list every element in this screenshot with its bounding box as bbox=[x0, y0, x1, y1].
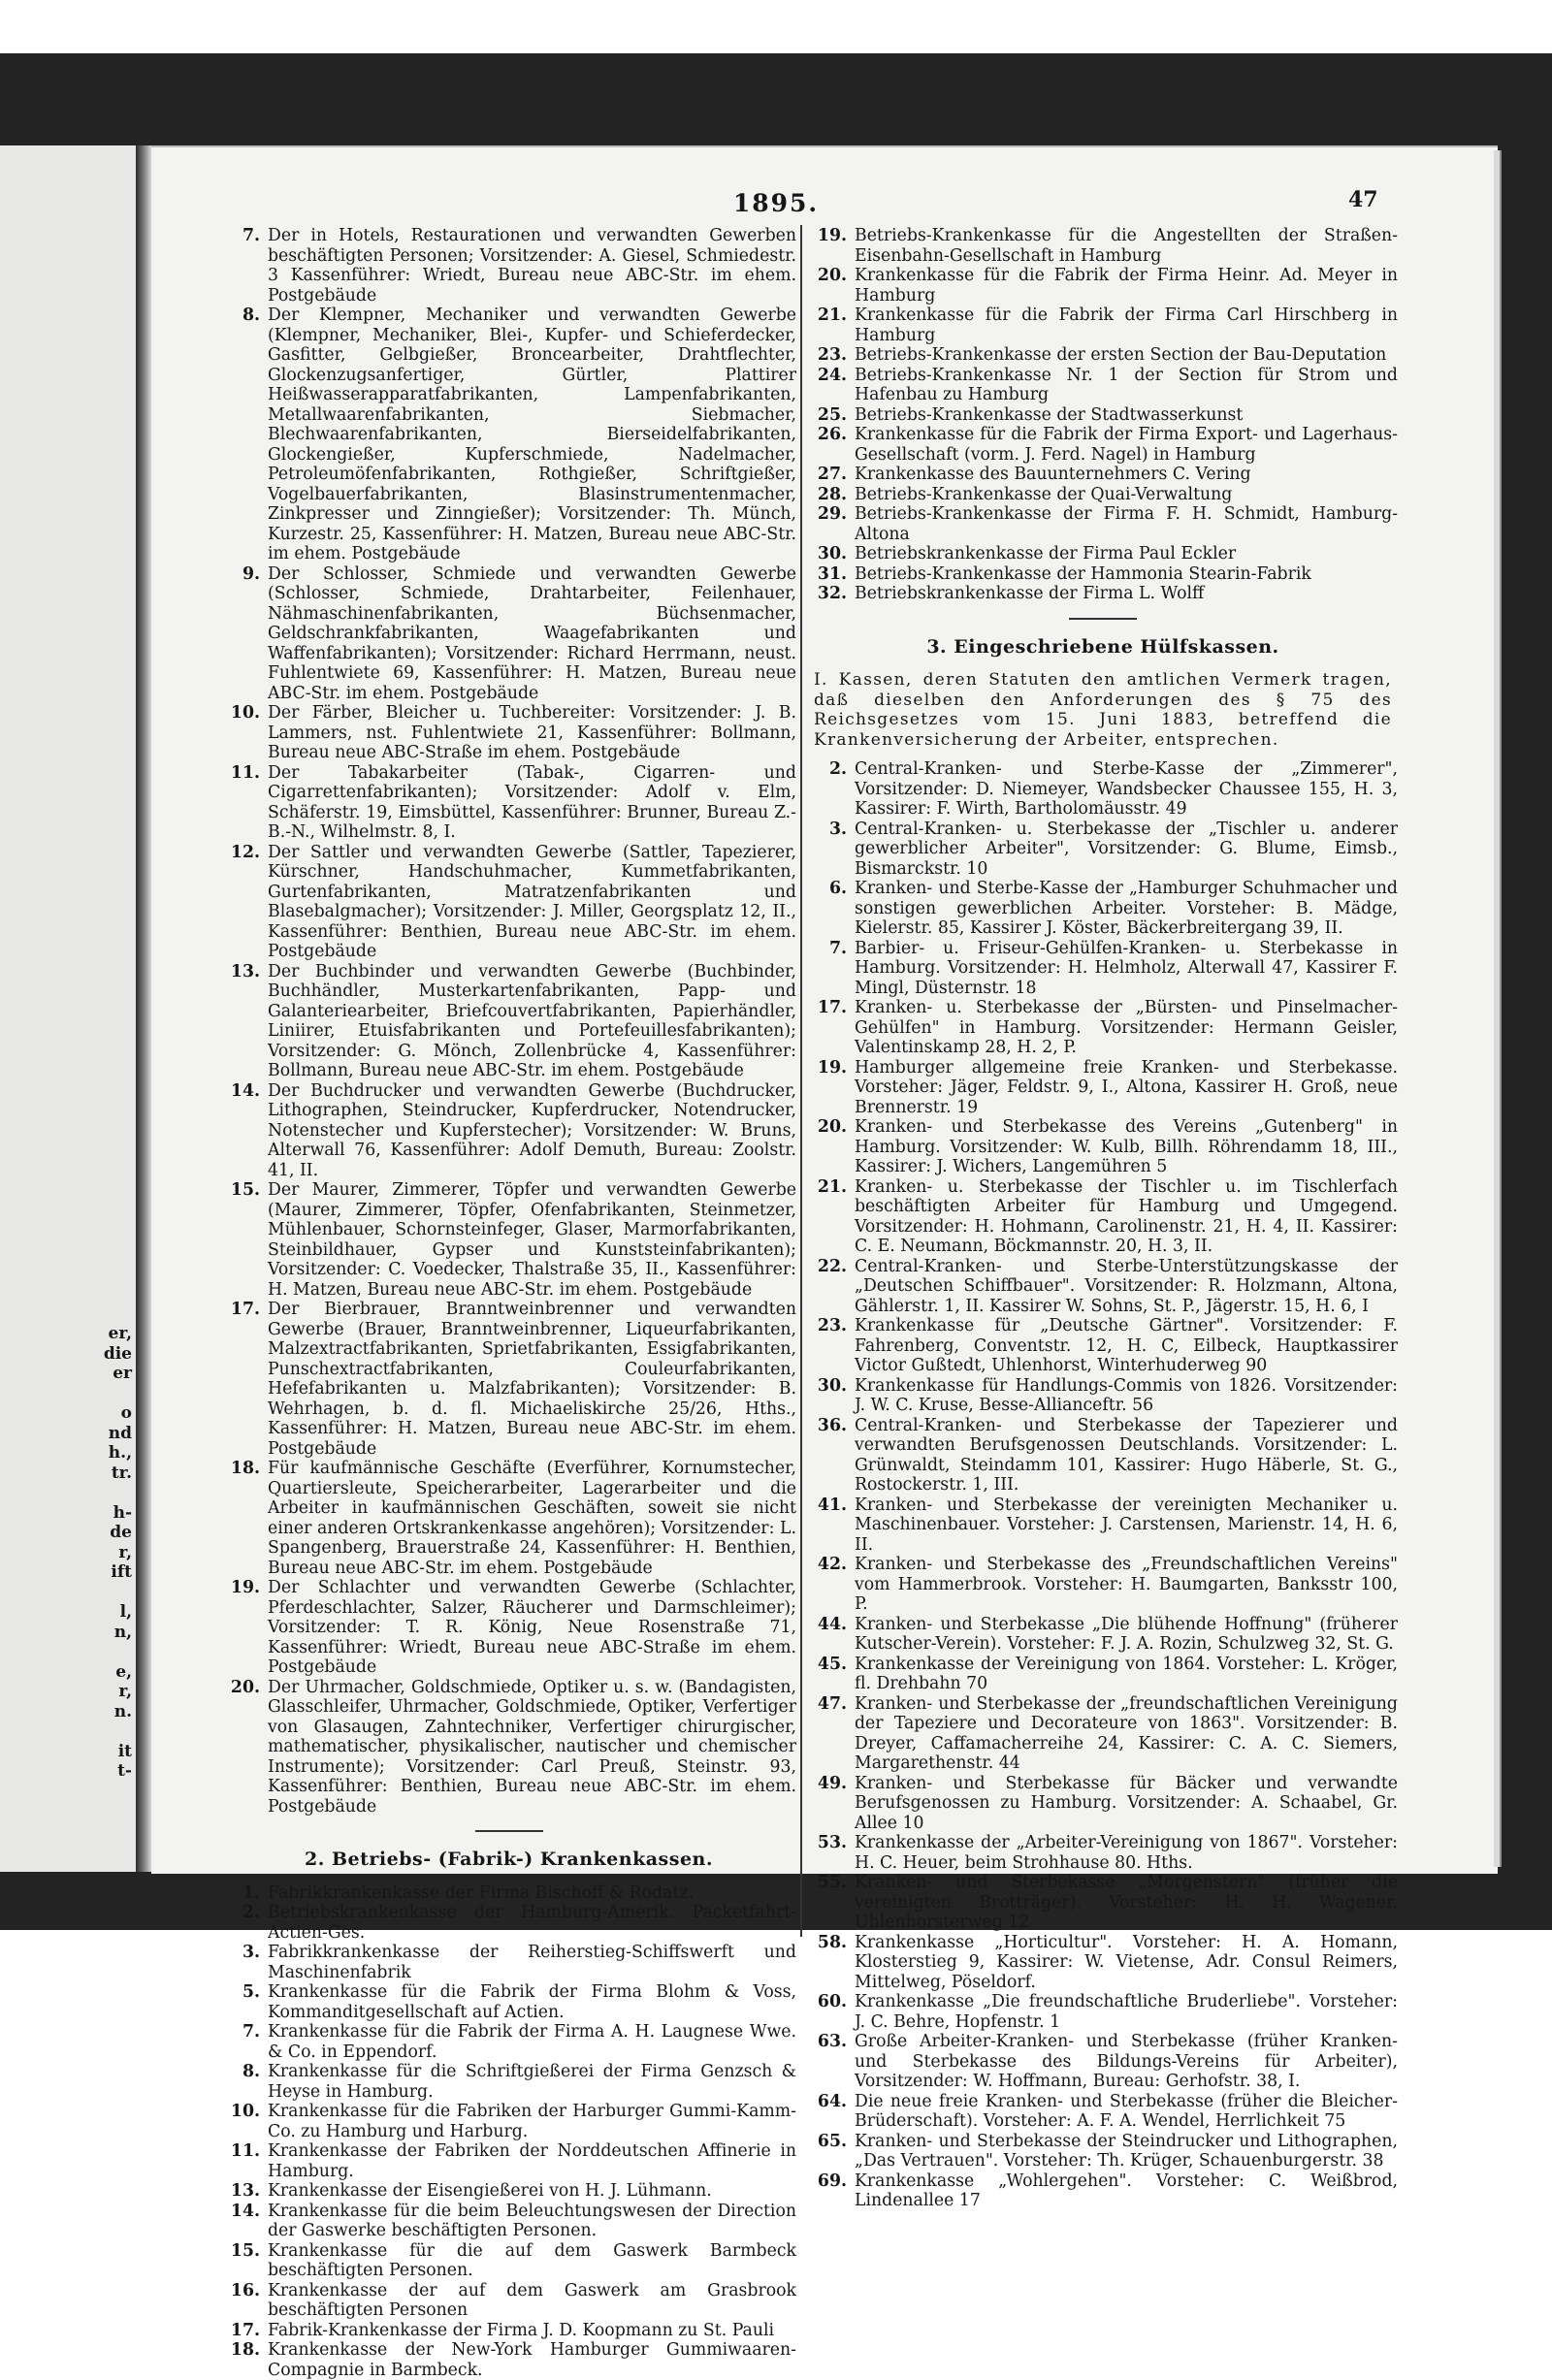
adjacent-page-fragment: l, bbox=[93, 1602, 132, 1623]
entry-text: Betriebs-Krankenkasse der Hammonia Stearin-Fabrik bbox=[855, 564, 1398, 585]
list-entry bbox=[221, 306, 796, 564]
entry-text: Der Tabakarbeiter (Tabak-, Cigarren- und Cigarrettenfabrikanten); Vorsitzender: Adolf v. Elm, Schäferstr. 19, Eimsbüttel, Kassenführer: Brunner, Bureau Z.-B.-N., Wilhelmstr. 8, I. bbox=[268, 763, 796, 843]
entry-number: 10. bbox=[221, 703, 268, 724]
entry-number: 41. bbox=[808, 1496, 855, 1516]
list-entry bbox=[808, 1376, 1398, 1416]
entry-text: Central-Kranken- und Sterbe-Unterstützungskasse der „Deutschen Schiffbauer". Vorsitzender: R. Holzmann, Altona, Gählerstr. 1, II. Kassirer W. Sohns, St. P., Jägerstr. 15, H. 6, I bbox=[855, 1257, 1398, 1317]
entry-text: Krankenkasse für die Fabrik der Firma Heinr. Ad. Meyer in Hamburg bbox=[855, 266, 1398, 306]
adjacent-page-edge bbox=[0, 145, 138, 1872]
entry-text: Der Uhrmacher, Goldschmiede, Optiker u. s. w. (Bandagisten, Glasschleifer, Uhrmacher, Goldschmiede, Optiker, Verfertiger von Glasaugen, Zahntechniker, Verfertiger chirurgischer, mathematischer, physikalischer, nautischer und chemischer Instrumente); Vorsitzender: Carl Preuß, Steinstr. 93, Kassenführer: Benthien, Bureau neue ABC-Str. im ehem. Postgebäude bbox=[268, 1678, 796, 1817]
section-3-title: 3. Eingeschriebene Hülfskassen. bbox=[808, 637, 1398, 658]
entry-number: 11. bbox=[221, 763, 268, 784]
entry-number: 20. bbox=[808, 266, 855, 286]
list-entry bbox=[221, 1578, 796, 1678]
list-entry bbox=[221, 962, 796, 1081]
list-entry bbox=[808, 1774, 1398, 1834]
list-entry bbox=[808, 1177, 1398, 1257]
list-entry bbox=[808, 226, 1398, 266]
entry-text: Betriebs-Krankenkasse für die Angestellten der Straßen-Eisenbahn-Gesellschaft in Hamburg bbox=[855, 226, 1398, 266]
entry-number: 20. bbox=[221, 1678, 268, 1698]
list-entry bbox=[221, 2141, 796, 2181]
entry-number: 26. bbox=[808, 425, 855, 445]
entry-number: 14. bbox=[221, 1081, 268, 1102]
list-entry bbox=[808, 345, 1398, 366]
entry-text: Der Maurer, Zimmerer, Töpfer und verwandten Gewerbe (Maurer, Zimmerer, Töpfer, Ofenfabrikanten, Steinmetzer, Mühlenbauer, Schornsteinfeger, Glaser, Marmorfabrikanten, Steinbildhauer, Gypser und Kunststeinfabrikanten); Vorsitzender: C. Voedecker, Thalstraße 35, II., Kassenführer: H. Matzen, Bureau neue ABC-Str. im ehem. Postgebäude bbox=[268, 1180, 796, 1300]
list-entry bbox=[221, 1300, 796, 1459]
left-column bbox=[221, 226, 796, 2380]
adjacent-page-fragment: r, bbox=[93, 1682, 132, 1702]
entry-number: 2. bbox=[808, 759, 855, 780]
entry-number: 17. bbox=[221, 2321, 268, 2341]
section-rule bbox=[475, 1830, 543, 1832]
list-entry bbox=[221, 2202, 796, 2241]
entry-text: Kranken- und Sterbekasse „Morgenstern" (früher die vereinigten Brotträger). Vorsteher: H. H. Wagener, Uhlenhorsterweg 12 bbox=[855, 1873, 1398, 1933]
section-rule bbox=[1069, 618, 1137, 620]
list-entry bbox=[808, 1873, 1398, 1933]
entry-number: 19. bbox=[808, 226, 855, 246]
entry-text: Fabrik-Krankenkasse der Firma J. D. Koopmann zu St. Pauli bbox=[268, 2321, 796, 2341]
list-entry bbox=[221, 1678, 796, 1817]
adjacent-page-fragment: it bbox=[93, 1742, 132, 1762]
entry-text: Krankenkasse der Fabriken der Norddeutschen Affinerie in Hamburg. bbox=[268, 2141, 796, 2181]
entry-number: 19. bbox=[808, 1058, 855, 1078]
entry-text: Krankenkasse für die Fabrik der Firma Export- und Lagerhaus-Gesellschaft (vorm. J. Ferd. Nagel) in Hamburg bbox=[855, 425, 1398, 465]
list-entry bbox=[808, 1833, 1398, 1873]
entry-number: 3. bbox=[808, 820, 855, 840]
list-entry bbox=[221, 2181, 796, 2202]
entry-number: 2. bbox=[221, 1903, 268, 1923]
entry-text: Central-Kranken- und Sterbe-Kasse der „Zimmerer", Vorsitzender: D. Niemeyer, Wandsbecker Chaussee 155, H. 3, Kassirer: F. Wirth, Bartholomäusstr. 49 bbox=[855, 759, 1398, 820]
section-3-intro: I. Kassen, deren Statuten den amtlichen Vermerk tragen, daß dieselben den Anforderungen des § 75 des Reichsgesetzes vom 15. Juni 1883, betreffend die Krankenversicherung der Arbeiter, entsprechen. bbox=[814, 670, 1392, 750]
adjacent-page-fragments bbox=[93, 1324, 132, 1782]
list-entry bbox=[808, 584, 1398, 604]
adjacent-page-fragment: er bbox=[93, 1364, 132, 1384]
entry-text: Krankenkasse für die Fabrik der Firma Blohm & Voss, Kommanditgesellschaft auf Actien. bbox=[268, 1982, 796, 2022]
list-entry bbox=[808, 2132, 1398, 2171]
entry-text: Betriebskrankenkasse der Firma L. Wolff bbox=[855, 584, 1398, 604]
entry-text: Betriebs-Krankenkasse Nr. 1 der Section für Strom und Hafenbau zu Hamburg bbox=[855, 366, 1398, 405]
adjacent-page-fragment bbox=[93, 1721, 132, 1742]
entry-number: 14. bbox=[221, 2202, 268, 2222]
adjacent-page-fragment: tr. bbox=[93, 1463, 132, 1484]
book-gutter bbox=[136, 145, 151, 1872]
entry-number: 69. bbox=[808, 2171, 855, 2192]
entry-text: Krankenkasse der New-York Hamburger Gummiwaaren-Compagnie in Barmbeck. bbox=[268, 2340, 796, 2380]
entry-number: 63. bbox=[808, 2032, 855, 2052]
entry-text: Betriebs-Krankenkasse der Quai-Verwaltung bbox=[855, 485, 1398, 505]
entry-number: 18. bbox=[221, 1459, 268, 1479]
entry-number: 55. bbox=[808, 1873, 855, 1893]
entry-number: 47. bbox=[808, 1694, 855, 1715]
entry-text: Der Schlosser, Schmiede und verwandten Gewerbe (Schlosser, Schmiede, Drahtarbeiter, Feilenhauer, Nähmaschinenfabrikanten, Büchsenmacher, Geldschrankfabrikanten, Waagefabrikanten und Waffenfabrikanten); Vorsitzender: Richard Herrmann, neust. Fuhlentwiete 69, Kassenführer: H. Matzen, Bureau neue ABC-Str. im ehem. Postgebäude bbox=[268, 564, 796, 704]
entry-text: Für kaufmännische Geschäfte (Everführer, Kornumstecher, Quartiersleute, Speicherarbeiter, Lagerarbeiter und die Arbeiter in kaufmännischen Geschäften, soweit sie nicht einer anderen Ortskrankenkasse angehören); Vorsitzender: L. Spangenberg, Brauerstraße 24, Kassenführer: H. Benthien, Bureau neue ABC-Str. im ehem. Postgebäude bbox=[268, 1459, 796, 1578]
list-entry bbox=[221, 1081, 796, 1181]
entry-text: Der in Hotels, Restaurationen und verwandten Gewerben beschäftigten Personen; Vorsitzender: A. Giesel, Schmiedestr. 3 Kassenführer: Wriedt, Bureau neue ABC-Str. im ehem. Postgebäude bbox=[268, 226, 796, 306]
entry-text: Der Bierbrauer, Branntweinbrenner und verwandten Gewerbe (Brauer, Branntweinbrenner, Liqueurfabrikanten, Malzextractfabrikanten, Sprietfabrikanten, Essigfabrikanten, Punschextractfabrikanten, Couleurfabrikanten, Hefefabrikanten u. Malzfabrikanten); Vorsitzender: B. Wehrhagen, b. d. fl. Michaeliskirche 25/26, Hths., Kassenführer: H. Matzen, Bureau neue ABC-Str. im ehem. Postgebäude bbox=[268, 1300, 796, 1459]
entry-text: Krankenkasse „Wohlergehen". Vorsteher: C. Weißbrod, Lindenallee 17 bbox=[855, 2171, 1398, 2211]
list-entry bbox=[808, 1416, 1398, 1496]
entry-text: Der Sattler und verwandten Gewerbe (Sattler, Tapezierer, Kürschner, Handschuhmacher, Kummetfabrikanten, Gurtenfabrikanten, Matratzenfabrikanten und Blasebalgmacher); Vorsitzender: J. Miller, Georgsplatz 12, II., Kassenführer: Benthien, Bureau neue ABC-Str. im ehem. Postgebäude bbox=[268, 843, 796, 962]
list-entry bbox=[221, 2340, 796, 2380]
entry-number: 13. bbox=[221, 962, 268, 982]
list-entry bbox=[808, 485, 1398, 505]
entry-text: Betriebs-Krankenkasse der Stadtwasserkunst bbox=[855, 405, 1398, 426]
entry-text: Betriebskrankenkasse der Firma Paul Eckler bbox=[855, 544, 1398, 564]
entry-text: Betriebskrankenkasse der Hamburg-Amerik. Packetfahrt-Actien-Ges. bbox=[268, 1903, 796, 1943]
entry-number: 18. bbox=[221, 2340, 268, 2361]
list-entry bbox=[808, 1694, 1398, 1774]
list-entry bbox=[808, 425, 1398, 465]
entry-number: 27. bbox=[808, 465, 855, 485]
entry-text: Kranken- und Sterbekasse der vereinigten Mechaniker u. Maschinenbauer. Vorsteher: J. Carstensen, Marienstr. 14, H. 6, II. bbox=[855, 1496, 1398, 1556]
list-entry bbox=[221, 843, 796, 962]
list-entry bbox=[221, 1982, 796, 2022]
adjacent-page-fragment: t- bbox=[93, 1761, 132, 1782]
entry-number: 15. bbox=[221, 2241, 268, 2262]
entry-number: 42. bbox=[808, 1555, 855, 1575]
entry-number: 28. bbox=[808, 485, 855, 505]
entry-text: Central-Kranken- und Sterbekasse der Tapezierer und verwandten Berufsgenossen Deutschlands. Vorsitzender: L. Grünwaldt, Steindamm 101, Kassirer: Hugo Häberle, St. G., Rostockerstr. 1, III. bbox=[855, 1416, 1398, 1496]
entry-number: 1. bbox=[221, 1883, 268, 1904]
list-entry bbox=[221, 1883, 796, 1904]
list-entry bbox=[221, 1943, 796, 1982]
list-entry bbox=[808, 1992, 1398, 2032]
list-entry bbox=[808, 405, 1398, 426]
list-entry bbox=[808, 1316, 1398, 1376]
entry-number: 21. bbox=[808, 306, 855, 326]
list-entry bbox=[221, 226, 796, 306]
entry-text: Kranken- und Sterbekasse des „Freundschaftlichen Vereins" vom Hammerbrook. Vorsteher: H. Baumgarten, Banksstr 100, P. bbox=[855, 1555, 1398, 1615]
entry-text: Krankenkasse der „Arbeiter-Vereinigung von 1867". Vorsteher: H. C. Heuer, beim Strohhause 80. Hths. bbox=[855, 1833, 1398, 1873]
entry-number: 64. bbox=[808, 2092, 855, 2112]
list-entry bbox=[808, 1058, 1398, 1118]
list-entry bbox=[221, 1903, 796, 1943]
list-entry bbox=[221, 564, 796, 704]
betriebskrankenkassen-list-cont bbox=[808, 226, 1398, 604]
adjacent-page-fragment bbox=[93, 1483, 132, 1503]
entry-text: Die neue freie Kranken- und Sterbekasse (früher die Bleicher-Brüderschaft). Vorsteher: A. F. A. Wendel, Herrlichkeit 75 bbox=[855, 2092, 1398, 2132]
entry-number: 20. bbox=[808, 1117, 855, 1138]
entry-number: 32. bbox=[808, 584, 855, 604]
list-entry bbox=[808, 1496, 1398, 1556]
entry-number: 36. bbox=[808, 1416, 855, 1436]
list-entry bbox=[808, 1933, 1398, 1993]
adjacent-page-fragment: r, bbox=[93, 1543, 132, 1563]
list-entry bbox=[221, 763, 796, 843]
entry-number: 7. bbox=[221, 226, 268, 246]
entry-number: 13. bbox=[221, 2181, 268, 2202]
list-entry bbox=[221, 1180, 796, 1300]
entry-number: 53. bbox=[808, 1833, 855, 1853]
entry-text: Fabrikkrankenkasse der Firma Bischoff & Rodatz. bbox=[268, 1883, 796, 1904]
list-entry bbox=[221, 2321, 796, 2341]
entry-number: 23. bbox=[808, 345, 855, 366]
entry-number: 3. bbox=[221, 1943, 268, 1963]
list-entry bbox=[808, 2171, 1398, 2211]
entry-number: 8. bbox=[221, 2062, 268, 2082]
list-entry bbox=[808, 820, 1398, 880]
entry-number: 7. bbox=[808, 939, 855, 959]
adjacent-page-fragment bbox=[93, 1642, 132, 1662]
entry-text: Krankenkasse für die Fabrik der Firma A. H. Laugnese Wwe. & Co. in Eppendorf. bbox=[268, 2022, 796, 2062]
entry-text: Krankenkasse „Die freundschaftliche Bruderliebe". Vorsteher: J. C. Behre, Hopfenstr. 1 bbox=[855, 1992, 1398, 2032]
list-entry bbox=[808, 1257, 1398, 1317]
entry-text: Krankenkasse für „Deutsche Gärtner". Vorsitzender: F. Fahrenberg, Conventstr. 12, H. C, Eilbeck, Hauptkassirer Victor Gußtedt, Uhlenhorst, Winterhuderweg 90 bbox=[855, 1316, 1398, 1376]
entry-text: Betriebs-Krankenkasse der Firma F. H. Schmidt, Hamburg-Altona bbox=[855, 504, 1398, 544]
entry-text: Kranken- und Sterbekasse „Die blühende Hoffnung" (früherer Kutscher-Verein). Vorsteher: F. J. A. Rozin, Schulzweg 32, St. G. bbox=[855, 1615, 1398, 1655]
ortskrankenkassen-list bbox=[221, 226, 796, 1817]
adjacent-page-fragment: o bbox=[93, 1403, 132, 1424]
list-entry bbox=[808, 306, 1398, 345]
entry-text: Krankenkasse für die beim Beleuchtungswesen der Direction der Gaswerke beschäftigten Personen. bbox=[268, 2202, 796, 2241]
list-entry bbox=[808, 759, 1398, 820]
entry-text: Betriebs-Krankenkasse der ersten Section der Bau-Deputation bbox=[855, 345, 1398, 366]
entry-number: 58. bbox=[808, 1933, 855, 1953]
entry-number: 31. bbox=[808, 564, 855, 585]
list-entry bbox=[808, 504, 1398, 544]
entry-number: 30. bbox=[808, 1376, 855, 1397]
entry-number: 23. bbox=[808, 1316, 855, 1336]
entry-number: 25. bbox=[808, 405, 855, 426]
entry-number: 17. bbox=[808, 998, 855, 1018]
entry-number: 24. bbox=[808, 366, 855, 386]
entry-text: Krankenkasse der auf dem Gaswerk am Grasbrook beschäftigten Personen bbox=[268, 2281, 796, 2321]
entry-text: Der Färber, Bleicher u. Tuchbereiter: Vorsitzender: J. B. Lammers, nst. Fuhlentwiete 21, Kassenführer: Bollmann, Bureau neue ABC-Straße im ehem. Postgebäude bbox=[268, 703, 796, 763]
adjacent-page-fragment bbox=[93, 1384, 132, 1404]
column-divider bbox=[800, 225, 802, 1937]
list-entry bbox=[808, 544, 1398, 564]
entry-text: Krankenkasse des Bauunternehmers C. Vering bbox=[855, 465, 1398, 485]
entry-text: Krankenkasse für die Schriftgießerei der Firma Genzsch & Heyse in Hamburg. bbox=[268, 2062, 796, 2102]
entry-text: Kranken- u. Sterbekasse der Tischler u. im Tischlerfach beschäftigten Arbeiter für Hamburg und Umgegend. Vorsitzender: H. Hohmann, Carolinenstr. 21, H. 4, II. Kassirer: C. E. Neumann, Böckmannstr. 20, H. 3, II. bbox=[855, 1177, 1398, 1257]
list-entry bbox=[808, 564, 1398, 585]
list-entry bbox=[808, 2092, 1398, 2132]
entry-number: 22. bbox=[808, 1257, 855, 1277]
entry-number: 7. bbox=[221, 2022, 268, 2042]
adjacent-page-fragment: nd bbox=[93, 1424, 132, 1444]
hilfskassen-list bbox=[808, 759, 1398, 2211]
page-edge bbox=[1494, 150, 1502, 1867]
entry-number: 6. bbox=[808, 879, 855, 899]
entry-text: Krankenkasse für die Fabrik der Firma Carl Hirschberg in Hamburg bbox=[855, 306, 1398, 345]
entry-number: 30. bbox=[808, 544, 855, 564]
entry-number: 49. bbox=[808, 1774, 855, 1794]
entry-text: Krankenkasse der Vereinigung von 1864. Vorsteher: L. Kröger, fl. Drehbahn 70 bbox=[855, 1655, 1398, 1694]
entry-number: 16. bbox=[221, 2281, 268, 2301]
list-entry bbox=[808, 1655, 1398, 1694]
list-entry bbox=[221, 2281, 796, 2321]
entry-text: Kranken- u. Sterbekasse der „Bürsten- und Pinselmacher-Gehülfen" in Hamburg. Vorsitzender: Hermann Geisler, Valentinskamp 28, H. 2, P. bbox=[855, 998, 1398, 1058]
list-entry bbox=[808, 939, 1398, 999]
list-entry bbox=[221, 1459, 796, 1578]
entry-number: 5. bbox=[221, 1982, 268, 2003]
entry-text: Barbier- u. Friseur-Gehülfen-Kranken- u. Sterbekasse in Hamburg. Vorsitzender: H. Helmholz, Alterwall 47, Kassirer F. Mingl, Düsternstr. 18 bbox=[855, 939, 1398, 999]
entry-text: Krankenkasse der Eisengießerei von H. J. Lühmann. bbox=[268, 2181, 796, 2202]
entry-number: 45. bbox=[808, 1655, 855, 1675]
adjacent-page-fragment: h- bbox=[93, 1503, 132, 1524]
entry-text: Große Arbeiter-Kranken- und Sterbekasse (früher Kranken- und Sterbekasse des Bildungs-Vereins für Arbeiter), Vorsitzender: W. Hoffmann, Bureau: Gerhofstr. 38, I. bbox=[855, 2032, 1398, 2092]
betriebskrankenkassen-list bbox=[221, 1883, 796, 2380]
adjacent-page-fragment: de bbox=[93, 1523, 132, 1543]
list-entry bbox=[221, 2102, 796, 2141]
entry-number: 29. bbox=[808, 504, 855, 525]
adjacent-page-fragment: die bbox=[93, 1344, 132, 1365]
list-entry bbox=[808, 998, 1398, 1058]
entry-number: 17. bbox=[221, 1300, 268, 1320]
entry-text: Central-Kranken- u. Sterbekasse der „Tischler u. anderer gewerblicher Arbeiter", Vorsitzender: G. Blume, Eimsb., Bismarckstr. 10 bbox=[855, 820, 1398, 880]
entry-number: 11. bbox=[221, 2141, 268, 2162]
list-entry bbox=[808, 366, 1398, 405]
list-entry bbox=[221, 2062, 796, 2102]
entry-text: Der Klempner, Mechaniker und verwandten Gewerbe (Klempner, Mechaniker, Blei-, Kupfer- und Schieferdecker, Gasfitter, Gelbgießer, Broncearbeiter, Drahtflechter, Glockenzugsanfertiger, Gürtler, Plattirer Heißwasserapparatfabrikanten, Lampenfabrikanten, Metallwaarenfabrikanten, Siebmacher, Blechwaarenfabrikanten, Bierseidelfabrikanten, Glockengießer, Kupferschmiede, Nadelmacher, Petroleumöfenfabrikanten, Rothgießer, Schriftgießer, Vogelbauerfabrikanten, Blasinstrumentenmacher, Zinkpresser und Zinngießer); Vorsitzender: Th. Münch, Kurzestr. 25, Kassenführer: H. Matzen, Bureau neue ABC-Str. im ehem. Postgebäude bbox=[268, 306, 796, 564]
list-entry bbox=[808, 2032, 1398, 2092]
entry-text: Der Schlachter und verwandten Gewerbe (Schlachter, Pferdeschlachter, Salzer, Räucherer und Darmschleimer); Vorsitzender: T. R. König, Neue Rosenstraße 71, Kassenführer: Wriedt, Bureau neue ABC-Straße im ehem. Postgebäude bbox=[268, 1578, 796, 1678]
entry-number: 21. bbox=[808, 1177, 855, 1198]
adjacent-page-fragment: er, bbox=[93, 1324, 132, 1344]
entry-number: 19. bbox=[221, 1578, 268, 1598]
entry-number: 10. bbox=[221, 2102, 268, 2122]
section-2-title: 2. Betriebs- (Fabrik-) Krankenkassen. bbox=[221, 1849, 796, 1870]
entry-text: Krankenkasse für die auf dem Gaswerk Barmbeck beschäftigten Personen. bbox=[268, 2241, 796, 2281]
entry-number: 12. bbox=[221, 843, 268, 863]
adjacent-page-fragment: n, bbox=[93, 1623, 132, 1643]
adjacent-page-fragment: n. bbox=[93, 1702, 132, 1722]
entry-number: 9. bbox=[221, 564, 268, 585]
entry-text: Krankenkasse für die Fabriken der Harburger Gummi-Kamm-Co. zu Hamburg und Harburg. bbox=[268, 2102, 796, 2141]
adjacent-page-fragment bbox=[93, 1583, 132, 1603]
list-entry bbox=[808, 1615, 1398, 1655]
list-entry bbox=[808, 465, 1398, 485]
entry-text: Fabrikkrankenkasse der Reiherstieg-Schiffswerft und Maschinenfabrik bbox=[268, 1943, 796, 1982]
entry-text: Kranken- und Sterbe-Kasse der „Hamburger Schuhmacher und sonstigen gewerblichen Arbeiter. Vorsteher: B. Mädge, Kielerstr. 85, Kassirer J. Köster, Bäckerbreitergang 39, II. bbox=[855, 879, 1398, 939]
entry-number: 15. bbox=[221, 1180, 268, 1201]
list-entry bbox=[808, 1555, 1398, 1615]
entry-text: Kranken- und Sterbekasse für Bäcker und verwandte Berufsgenossen zu Hamburg. Vorsitzender: A. Schaabel, Gr. Allee 10 bbox=[855, 1774, 1398, 1834]
entry-number: 65. bbox=[808, 2132, 855, 2152]
entry-number: 8. bbox=[221, 306, 268, 326]
entry-text: Kranken- und Sterbekasse des Vereins „Gutenberg" in Hamburg. Vorsitzender: W. Kulb, Billh. Röhrendamm 18, III., Kassirer: J. Wichers, Langemühren 5 bbox=[855, 1117, 1398, 1177]
list-entry bbox=[808, 879, 1398, 939]
entry-text: Kranken- und Sterbekasse der Steindrucker und Lithographen, „Das Vertrauen". Vorsteher: Th. Krüger, Schauenburgerstr. 38 bbox=[855, 2132, 1398, 2171]
page-number: 47 bbox=[1348, 187, 1378, 212]
entry-number: 44. bbox=[808, 1615, 855, 1635]
adjacent-page-fragment: ift bbox=[93, 1562, 132, 1583]
list-entry bbox=[808, 1117, 1398, 1177]
running-head-year: 1895. bbox=[0, 189, 1552, 218]
right-column bbox=[808, 226, 1398, 2211]
list-entry bbox=[221, 2241, 796, 2281]
entry-text: Der Buchdrucker und verwandten Gewerbe (Buchdrucker, Lithographen, Steindrucker, Kupferdrucker, Notendrucker, Notenstecher und Kupferstecher); Vorsitzender: W. Bruns, Alterwall 76, Kassenführer: Adolf Demuth, Bureau: Zoolstr. 41, II. bbox=[268, 1081, 796, 1181]
entry-text: Krankenkasse für Handlungs-Commis von 1826. Vorsitzender: J. W. C. Kruse, Besse-Allianceftr. 56 bbox=[855, 1376, 1398, 1416]
entry-number: 60. bbox=[808, 1992, 855, 2012]
entry-text: Hamburger allgemeine freie Kranken- und Sterbekasse. Vorsteher: Jäger, Feldstr. 9, I., Altona, Kassirer H. Groß, neue Brennerstr. 19 bbox=[855, 1058, 1398, 1118]
list-entry bbox=[808, 266, 1398, 306]
adjacent-page-fragment: e, bbox=[93, 1662, 132, 1683]
list-entry bbox=[221, 703, 796, 763]
entry-text: Kranken- und Sterbekasse der „freundschaftlichen Vereinigung der Tapeziere und Decorateure von 1863". Vorsitzender: B. Dreyer, Caffamacherreihe 24, Kassirer: C. A. C. Siemers, Margarethenstr. 44 bbox=[855, 1694, 1398, 1774]
entry-text: Krankenkasse „Horticultur". Vorsteher: H. A. Homann, Klosterstieg 9, Kassirer: W. Vietense, Adr. Consul Reimers, Mittelweg, Pöseldorf. bbox=[855, 1933, 1398, 1993]
list-entry bbox=[221, 2022, 796, 2062]
entry-text: Der Buchbinder und verwandten Gewerbe (Buchbinder, Buchhändler, Musterkartenfabrikanten, Papp- und Galanteriearbeiter, Briefcouvertfabrikanten, Papierhändler, Liniirer, Etuisfabrikanten und Portefeuillesfabrikanten); Vorsitzender: G. Mönch, Zollenbrücke 4, Kassenführer: Bollmann, Bureau neue ABC-Str. im ehem. Postgebäude bbox=[268, 962, 796, 1081]
adjacent-page-fragment: h., bbox=[93, 1443, 132, 1463]
